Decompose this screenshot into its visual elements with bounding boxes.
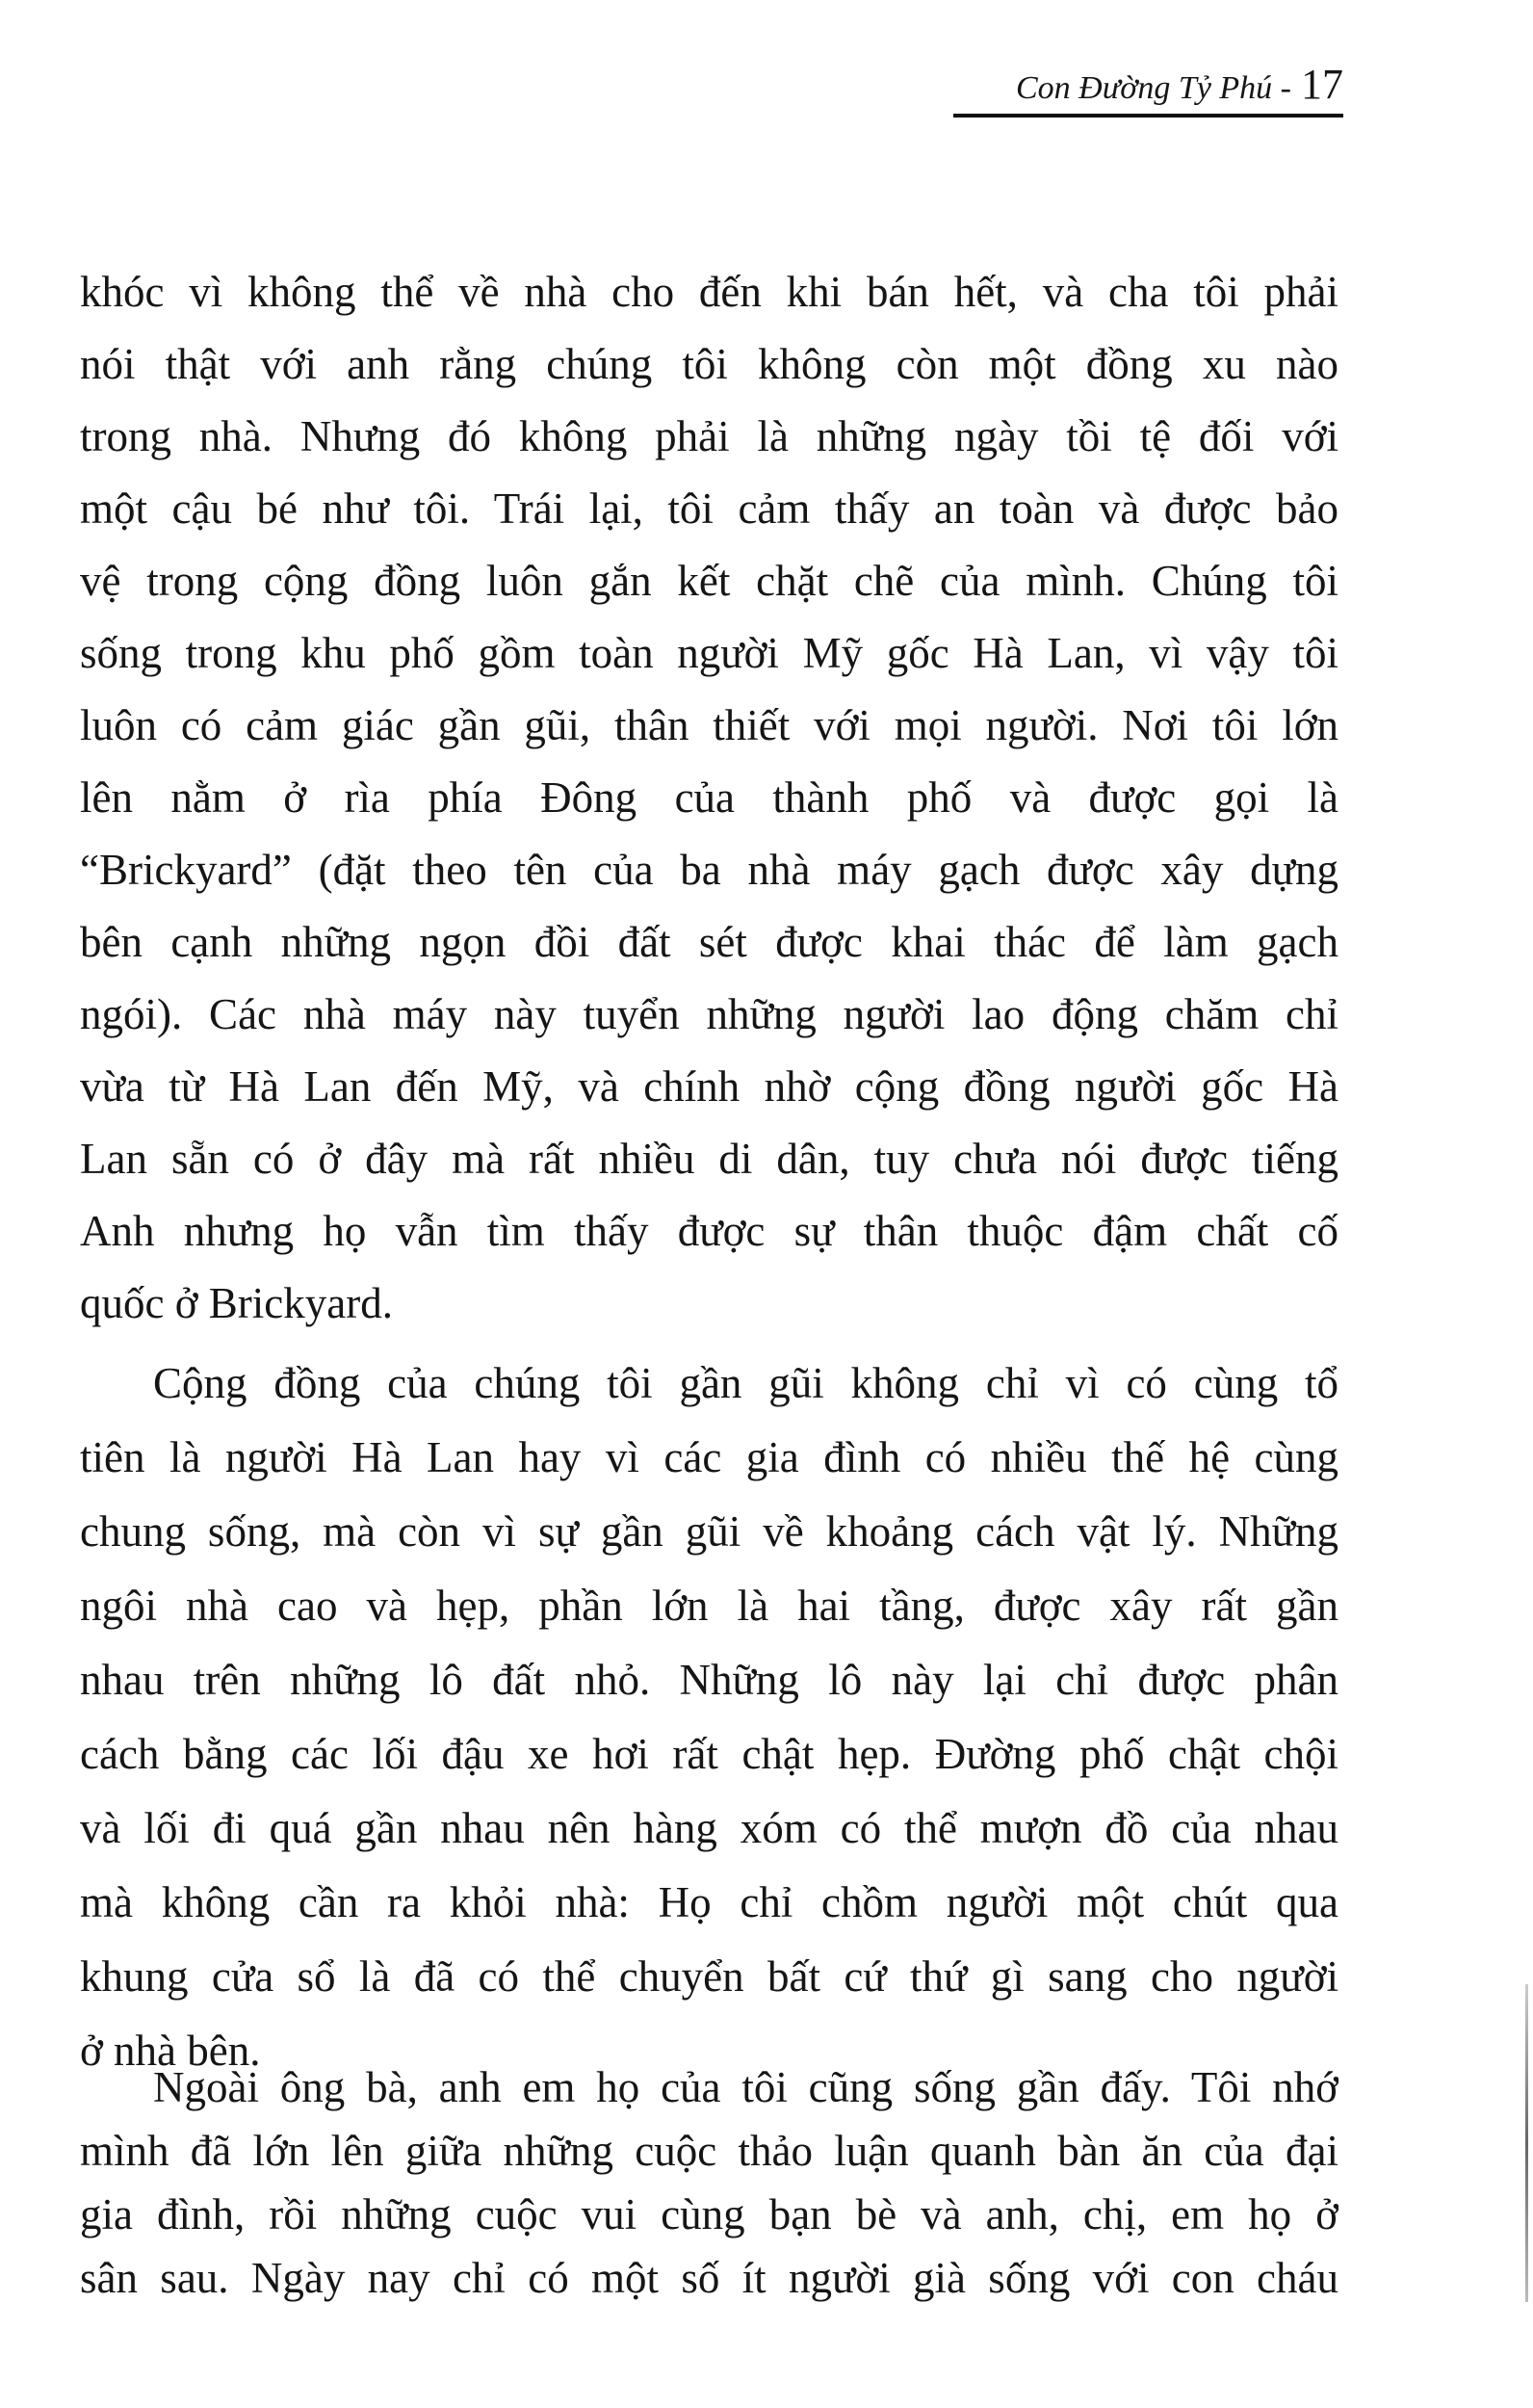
text-line: vừa từ Hà Lan đến Mỹ, và chính nhờ cộng đồng người gốc Hà <box>80 1062 1338 1111</box>
text-line: quốc ở Brickyard. <box>80 1279 393 1327</box>
text-line: trong nhà. Nhưng đó không phải là những ngày tồi tệ đối với <box>80 412 1338 460</box>
text-line: Ngoài ông bà, anh em họ của tôi cũng sống gần đấy. Tôi nhớ <box>153 2063 1338 2111</box>
book-title: Con Đường Tỷ Phú - <box>1015 70 1291 106</box>
text-line: mình đã lớn lên giữa những cuộc thảo luận quanh bàn ăn của đại <box>80 2127 1338 2175</box>
header-rule <box>953 114 1343 118</box>
text-line: Anh nhưng họ vẫn tìm thấy được sự thân thuộc đậm chất cố <box>80 1207 1338 1255</box>
text-line: Cộng đồng của chúng tôi gần gũi không chỉ vì có cùng tổ <box>153 1359 1338 1407</box>
scan-edge-mark <box>1525 1984 1528 2302</box>
text-line: luôn có cảm giác gần gũi, thân thiết với mọi người. Nơi tôi lớn <box>80 701 1338 749</box>
text-line: tiên là người Hà Lan hay vì các gia đình có nhiều thế hệ cùng <box>80 1433 1338 1481</box>
paragraph-2 <box>80 1347 1338 2088</box>
text-line: ở nhà bên. <box>80 2027 261 2075</box>
running-header <box>953 60 1343 109</box>
paragraph-3 <box>80 2055 1338 2310</box>
text-line: mà không cần ra khỏi nhà: Họ chỉ chồm người một chút qua <box>80 1878 1338 1926</box>
text-line: ngôi nhà cao và hẹp, phần lớn là hai tầng, được xây rất gần <box>80 1582 1338 1630</box>
text-line: và lối đi quá gần nhau nên hàng xóm có thể mượn đồ của nhau <box>80 1804 1338 1852</box>
text-line: khung cửa sổ là đã có thể chuyển bất cứ thứ gì sang cho người <box>80 1952 1338 2001</box>
text-line: cách bằng các lối đậu xe hơi rất chật hẹp. Đường phố chật chội <box>80 1730 1338 1778</box>
text-line: khóc vì không thể về nhà cho đến khi bán hết, và cha tôi phải <box>80 268 1338 316</box>
text-line: nói thật với anh rằng chúng tôi không còn một đồng xu nào <box>80 340 1338 388</box>
text-line: gia đình, rồi những cuộc vui cùng bạn bè và anh, chị, em họ ở <box>80 2190 1338 2238</box>
text-line: sống trong khu phố gồm toàn người Mỹ gốc Hà Lan, vì vậy tôi <box>80 629 1338 677</box>
text-line: lên nằm ở rìa phía Đông của thành phố và được gọi là <box>80 773 1338 822</box>
text-line: Lan sẵn có ở đây mà rất nhiều di dân, tuy chưa nói được tiếng <box>80 1135 1338 1183</box>
text-line: nhau trên những lô đất nhỏ. Những lô này lại chỉ được phân <box>80 1656 1338 1704</box>
text-line: “Brickyard” (đặt theo tên của ba nhà máy gạch được xây dựng <box>80 846 1338 894</box>
text-line: chung sống, mà còn vì sự gần gũi về khoảng cách vật lý. Những <box>80 1507 1338 1556</box>
text-line: ngói). Các nhà máy này tuyển những người lao động chăm chỉ <box>80 990 1338 1038</box>
text-line: sân sau. Ngày nay chỉ có một số ít người già sống với con cháu <box>80 2254 1338 2302</box>
text-line: bên cạnh những ngọn đồi đất sét được khai thác để làm gạch <box>80 918 1338 966</box>
paragraph-1 <box>80 256 1338 1340</box>
text-line: vệ trong cộng đồng luôn gắn kết chặt chẽ của mình. Chúng tôi <box>80 557 1338 605</box>
page-number: 17 <box>1301 61 1343 108</box>
text-line: một cậu bé như tôi. Trái lại, tôi cảm thấy an toàn và được bảo <box>80 484 1338 533</box>
